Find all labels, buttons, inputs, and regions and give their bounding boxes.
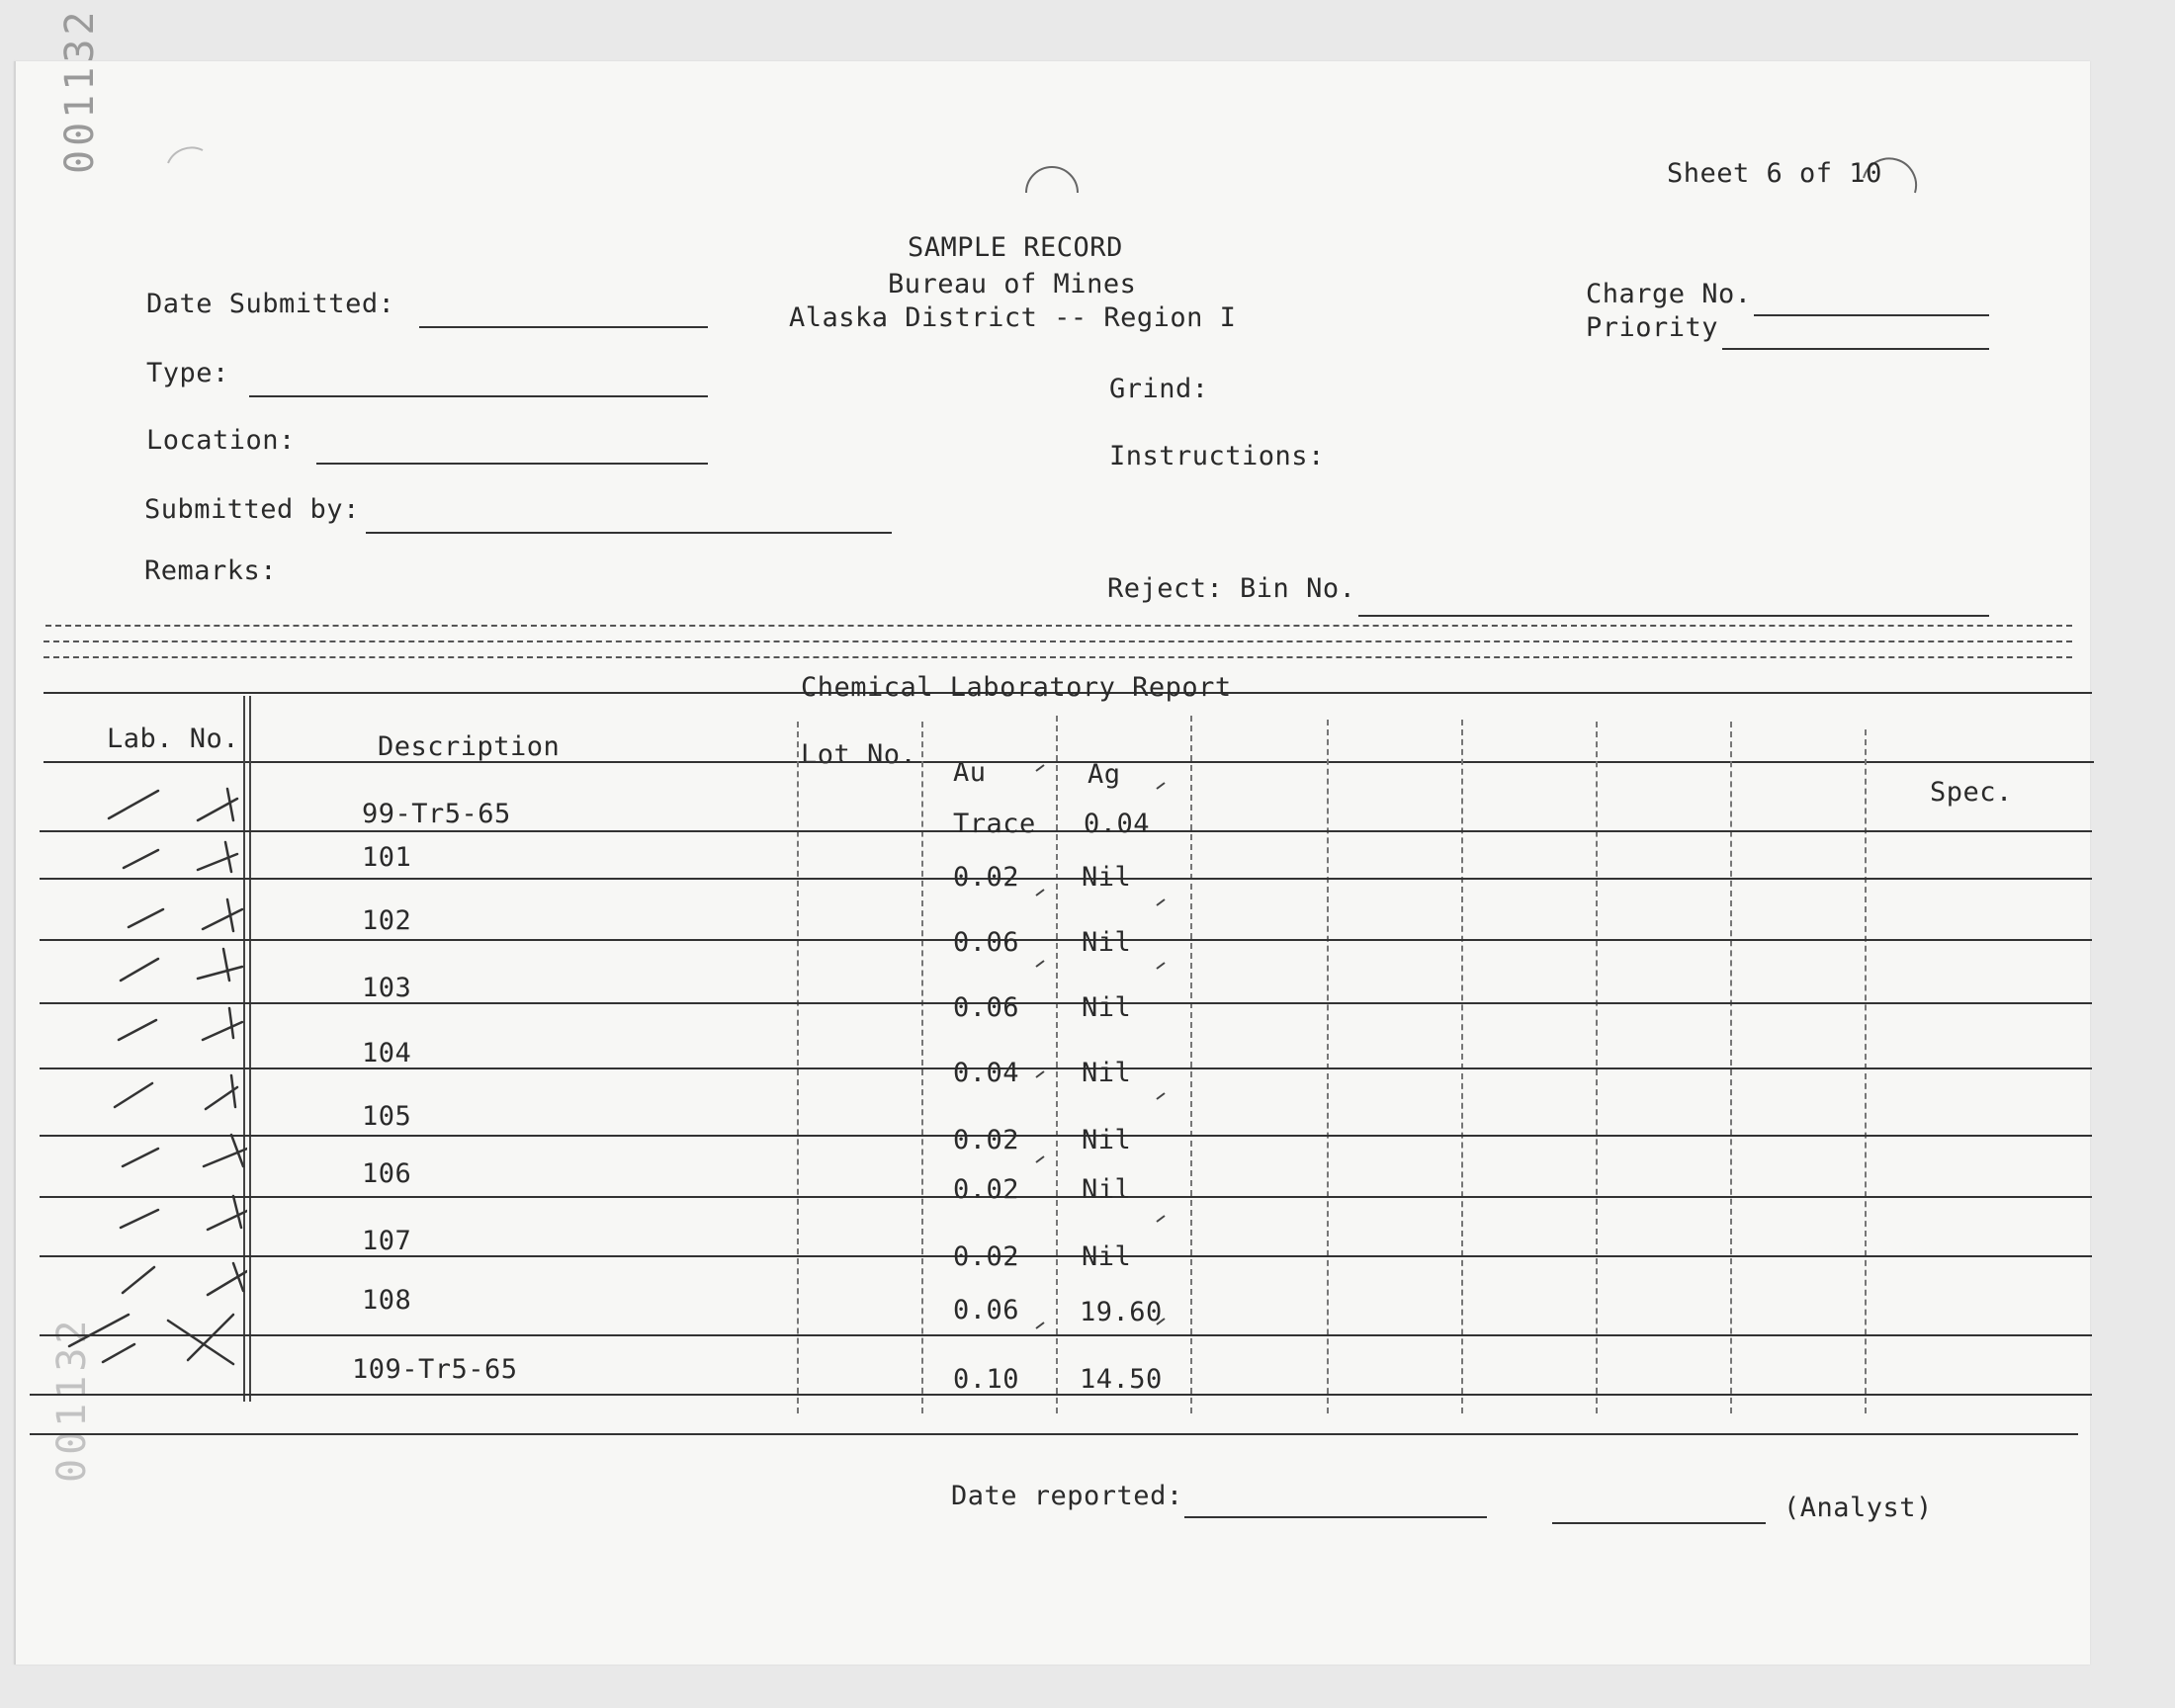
reject-bin-field[interactable] bbox=[1358, 615, 1989, 617]
table-row-description: 109-Tr5-65 bbox=[352, 1354, 518, 1385]
col-header-lab-no: Lab. No. bbox=[107, 724, 240, 754]
table-row-description: 106 bbox=[362, 1158, 412, 1189]
table-row-au: Trace bbox=[953, 809, 1036, 839]
table-row-ag: 14.50 bbox=[1080, 1364, 1163, 1395]
table-row-description: 102 bbox=[362, 905, 412, 936]
sheet-number: Sheet 6 of 10 bbox=[1667, 158, 1882, 189]
table-row-description: 99-Tr5-65 bbox=[362, 799, 511, 829]
grind-label: Grind: bbox=[1109, 374, 1209, 404]
charge-no-field[interactable] bbox=[1754, 314, 1989, 316]
location-label: Location: bbox=[146, 425, 296, 456]
charge-no-label: Charge No. bbox=[1586, 279, 1752, 309]
remarks-label: Remarks: bbox=[144, 555, 278, 586]
col-header-spec: Spec. bbox=[1930, 777, 2013, 808]
table-row-au: 0.10 bbox=[953, 1364, 1020, 1395]
table-row-description: 101 bbox=[362, 842, 412, 873]
analyst-signature-field[interactable] bbox=[1552, 1522, 1766, 1524]
row-line bbox=[30, 1394, 2092, 1396]
table-row-ag: Nil bbox=[1082, 1058, 1132, 1088]
date-submitted-label: Date Submitted: bbox=[146, 289, 395, 319]
report-title: Chemical Laboratory Report bbox=[801, 672, 1232, 703]
table-row-au: 0.04 bbox=[953, 1058, 1020, 1088]
separator-line bbox=[45, 625, 2072, 627]
col-header-description: Description bbox=[378, 731, 561, 762]
side-stamp-number: 001132 bbox=[57, 7, 103, 174]
table-row-description: 108 bbox=[362, 1285, 412, 1316]
table-row-au: 0.06 bbox=[953, 1295, 1020, 1325]
submitted-by-label: Submitted by: bbox=[144, 494, 360, 525]
location-field[interactable] bbox=[316, 463, 708, 465]
page-title: SAMPLE RECORD bbox=[908, 232, 1123, 263]
type-field[interactable] bbox=[249, 395, 708, 397]
row-line bbox=[30, 1433, 2078, 1435]
table-row-description: 107 bbox=[362, 1226, 412, 1256]
table-row-ag: Nil bbox=[1082, 992, 1132, 1023]
priority-field[interactable] bbox=[1722, 348, 1989, 350]
column-divider bbox=[1327, 720, 1329, 1413]
type-label: Type: bbox=[146, 358, 229, 388]
district-name: Alaska District -- Region I bbox=[789, 302, 1237, 333]
date-reported-field[interactable] bbox=[1184, 1516, 1487, 1518]
separator-line bbox=[44, 656, 2072, 658]
col-header-au: Au bbox=[953, 757, 987, 788]
bureau-name: Bureau of Mines bbox=[888, 269, 1137, 299]
date-submitted-field[interactable] bbox=[419, 326, 708, 328]
table-row-au: 0.02 bbox=[953, 1174, 1020, 1205]
analyst-label: (Analyst) bbox=[1784, 1493, 1933, 1523]
priority-label: Priority bbox=[1586, 312, 1719, 343]
table-row-ag: Nil bbox=[1082, 1174, 1132, 1205]
table-row-au: 0.02 bbox=[953, 1241, 1020, 1272]
column-divider bbox=[1190, 716, 1192, 1413]
col-header-ag: Ag bbox=[1088, 759, 1121, 790]
submitted-by-field[interactable] bbox=[366, 532, 892, 534]
table-row-ag: Nil bbox=[1082, 927, 1132, 958]
handwritten-check-marks bbox=[40, 761, 247, 1394]
table-row-ag: Nil bbox=[1082, 1241, 1132, 1272]
column-divider bbox=[249, 696, 251, 1402]
table-row-description: 103 bbox=[362, 973, 412, 1003]
handwritten-tick-marks bbox=[1008, 761, 1186, 1354]
instructions-label: Instructions: bbox=[1109, 441, 1325, 471]
table-row-ag: Nil bbox=[1082, 862, 1132, 893]
table-row-au: 0.06 bbox=[953, 992, 1020, 1023]
column-divider bbox=[1461, 720, 1463, 1413]
table-row-au: 0.02 bbox=[953, 1125, 1020, 1155]
table-row-au: 0.06 bbox=[953, 927, 1020, 958]
reject-bin-label: Reject: Bin No. bbox=[1107, 573, 1356, 604]
separator-line bbox=[44, 640, 2072, 642]
col-header-lot-no: Lot No. bbox=[801, 739, 917, 770]
table-row-description: 104 bbox=[362, 1038, 412, 1068]
table-row-description: 105 bbox=[362, 1101, 412, 1132]
side-stamp-faded: 001132 bbox=[49, 1316, 95, 1483]
table-row-ag: Nil bbox=[1082, 1125, 1132, 1155]
table-row-ag: 0.04 bbox=[1084, 809, 1151, 839]
table-row-au: 0.02 bbox=[953, 862, 1020, 893]
table-row-ag: 19.60 bbox=[1080, 1297, 1163, 1327]
date-reported-label: Date reported: bbox=[951, 1481, 1183, 1511]
